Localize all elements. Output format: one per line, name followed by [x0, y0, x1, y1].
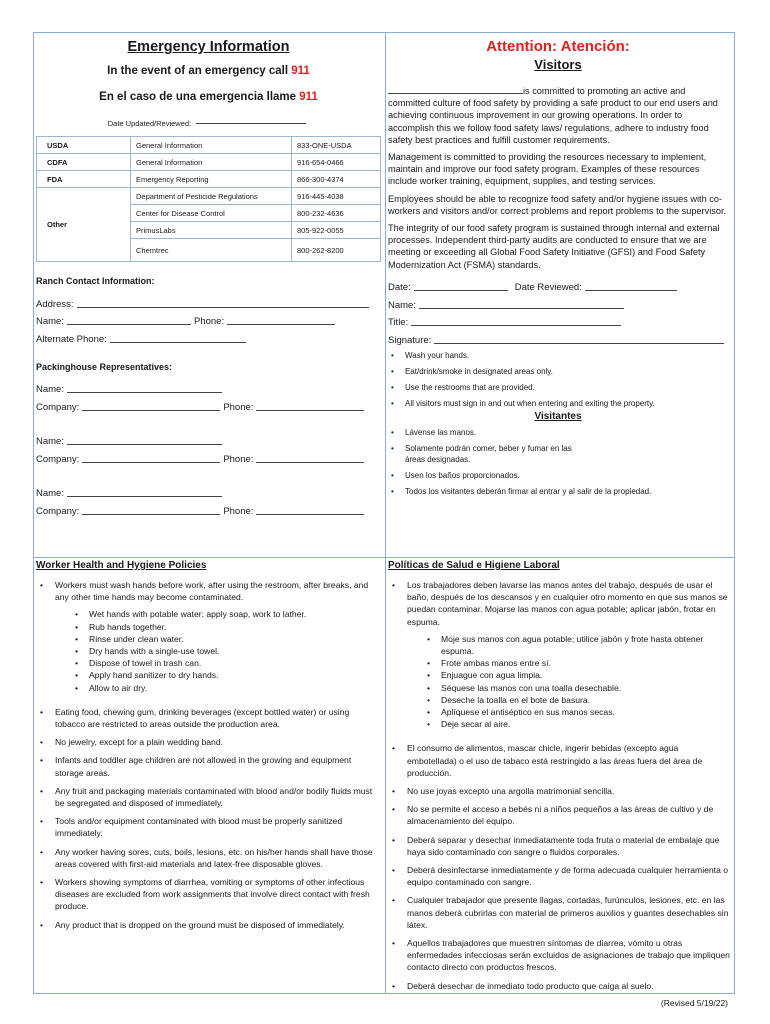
list-item: • Infants and toddler age children are not allowed in the growing and equipment storage areas.	[36, 754, 381, 778]
desc-cell: Department of Pesticide Regulations	[131, 188, 292, 205]
rep-phone-label: Phone:	[223, 453, 254, 465]
list-item: • Solamente podrán comer, beber y fumar en las áreas designadas.	[388, 443, 728, 465]
list-item: • Allow to air dry.	[55, 682, 381, 694]
ranch-name-field[interactable]	[67, 315, 191, 325]
employees-paragraph: Employees should be able to recognize food safety and/or hygiene issues with co-workers and visitors and/or correct problems and report problems to the supervisor.	[388, 193, 727, 216]
ranch-alt-phone-label: Alternate Phone:	[36, 333, 107, 345]
list-item	[388, 579, 730, 736]
ranch-address-row	[36, 292, 381, 310]
list-item: • Séquese las manos con una toalla desechable.	[407, 682, 730, 694]
revised-date: (Revised 5/19/22)	[660, 997, 728, 1008]
integrity-paragraph: The integrity of our food safety program is sustained through internal and external processes. Independent third-party audits are conducted to ensure that we are meeting or exceeding all Global Food Safety Initiative (GFSI) and Food Safety Modernization Act (FSMA) standards.	[388, 223, 720, 270]
list-item: • No use joyas excepto una argolla matrimonial sencilla.	[388, 785, 730, 797]
desc-cell: Center for Disease Control	[131, 205, 292, 222]
rep3-company-row	[36, 499, 381, 517]
rep2-name-field[interactable]	[67, 435, 222, 445]
list-item: • Deberá desechar de inmediato todo producto que caiga al suelo.	[388, 980, 730, 992]
hygiene-en-list	[36, 579, 381, 931]
rep3-name-row	[36, 482, 381, 500]
list-item: • Cualquier trabajador que presente llagas, cortadas, furúnculos, lesiones, etc. en las manos deberá cubrirlas con material de primeros auxilios y guantes desechables sin látex.	[388, 894, 730, 931]
packinghouse-heading: Packinghouse Representatives:	[36, 361, 173, 372]
desc-cell: General Information	[131, 137, 292, 154]
visitor-title-label: Title:	[388, 317, 409, 329]
rep-name-label: Name:	[36, 384, 64, 395]
company-name-field[interactable]	[388, 84, 523, 94]
rep-name-label: Name:	[36, 488, 64, 499]
visitor-title-row	[388, 311, 728, 329]
ranch-phone-label: Phone:	[193, 316, 225, 327]
list-item: • Deberá desinfectarse inmediatamente y de forma adecuada cualquier herramienta o equipo contaminado con sangre.	[388, 864, 730, 888]
phone-cell: 833-ONE-USDA	[292, 137, 381, 154]
ranch-address-field[interactable]	[77, 298, 369, 308]
rep1-name-row	[36, 378, 381, 396]
list-item: • El consumo de alimentos, mascar chicle, ingerir bebidas (excepto agua embotellada) o el uso de tabaco está restringido a las áreas fuera del área de producción.	[388, 742, 730, 779]
phone-cell: 916-654-0466	[292, 154, 381, 171]
rep3-name-field[interactable]	[67, 487, 222, 497]
list-item: • Use the restrooms that are provided.	[388, 382, 728, 393]
hygiene-en-first: Workers must wash hands before work, after using the restroom, after breaks, and any other time hands may become contaminated.	[55, 580, 369, 603]
list-item: • Moje sus manos con agua potable; utilice jabón y frote hasta obtener espuma.	[407, 633, 730, 657]
ranch-name-row	[36, 310, 381, 328]
visitor-signature-field[interactable]	[434, 334, 724, 344]
hygiene-es-section	[388, 560, 730, 1008]
ranch-phone-field[interactable]	[227, 315, 335, 325]
visitor-rules-es	[388, 427, 728, 497]
agency-cell: FDA	[37, 171, 131, 188]
list-item: • Apply hand sanitizer to dry hands.	[55, 669, 381, 681]
emergency-line-es	[36, 91, 381, 103]
emergency-title: Emergency Information	[127, 39, 290, 55]
management-paragraph: Management is committed to providing the resources necessary to implement, maintain and improve our food safety program. Examples of these resources include worker training, equipment, supplies, and testing services.	[388, 152, 707, 187]
list-item: • Wet hands with potable water; apply soap, work to lather.	[55, 608, 381, 620]
agency-cell: CDFA	[37, 154, 131, 171]
rep-phone-label: Phone:	[223, 505, 254, 517]
table-row	[37, 137, 381, 154]
visitor-date-reviewed-field[interactable]	[585, 281, 677, 291]
list-item: • Any product that is dropped on the ground must be disposed of immediately.	[36, 919, 381, 931]
hygiene-en-title: Worker Health and Hygiene Policies	[36, 560, 207, 571]
table-row	[37, 188, 381, 205]
visitor-date-field[interactable]	[414, 281, 508, 291]
visitor-title-field[interactable]	[411, 316, 621, 326]
emergency-section	[36, 36, 381, 517]
rep1-phone-field[interactable]	[256, 401, 364, 411]
list-item: • Wash your hands.	[388, 350, 728, 361]
visitor-signature-row	[388, 328, 728, 346]
rep1-name-field[interactable]	[67, 383, 222, 393]
emergency-line-es-text: En el caso de una emergencia llame	[99, 91, 297, 103]
desc-cell: Chemtrec	[131, 239, 292, 262]
rep2-company-row	[36, 447, 381, 465]
list-item: • Workers showing symptoms of diarrhea, vomiting or symptoms of other infectious diseases are excluded from work assignments that involve direct contact with fresh produce.	[36, 876, 381, 913]
phone-cell: 805-922-0055	[292, 222, 381, 239]
ranch-name-label: Name:	[36, 316, 64, 327]
visitor-signature-label: Signature:	[388, 334, 432, 346]
visitor-name-field[interactable]	[419, 299, 624, 309]
visitor-name-row	[388, 293, 728, 311]
desc-cell: Emergency Reporting	[131, 171, 292, 188]
ranch-alt-phone-row	[36, 327, 381, 345]
table-row	[37, 171, 381, 188]
list-item: • Enjuague con agua limpia.	[407, 669, 730, 681]
agency-cell-other: Other	[37, 188, 131, 262]
list-item: • Deseche la toalla en el bote de basura.	[407, 694, 730, 706]
date-updated-label: Date Updated/Reviewed:	[107, 119, 192, 128]
handwash-steps-en	[55, 608, 381, 693]
list-item: • Any fruit and packaging materials contaminated with blood and/or bodily fluids must be segregated and disposed of immediately.	[36, 785, 381, 809]
list-item: • No jewelry, except for a plain wedding band.	[36, 736, 381, 748]
phone-cell: 916-445-4038	[292, 188, 381, 205]
visitor-date-label: Date:	[388, 282, 411, 294]
list-item: • Todos los visitantes deberán firmar al entrar y al salir de la propiedad.	[388, 486, 728, 497]
column-divider	[385, 32, 386, 994]
desc-cell: General Information	[131, 154, 292, 171]
hygiene-es-list	[388, 579, 730, 992]
visitor-date-reviewed-label: Date Reviewed:	[514, 282, 582, 294]
date-updated	[36, 117, 381, 128]
rep2-name-row	[36, 430, 381, 448]
visitor-name-label: Name:	[388, 299, 416, 311]
emergency-line-en-text: In the event of an emergency call	[107, 65, 289, 77]
list-item: • Aplíquese el antiséptico en sus manos secas.	[407, 706, 730, 718]
list-item: • Dispose of towel in trash can.	[55, 657, 381, 669]
commitment-text: is committed to promoting an active and committed culture of food safety by providing a safe product to our end users and achieving continuous improvement in our growing operations. In order to accomplish this we follow food safety laws/ regulations, adhere to industry food safety best practices and fulfill customer requirements.	[388, 86, 718, 145]
phone-cell: 800-232-4636	[292, 205, 381, 222]
attention-title: Attention: Atención:	[486, 38, 630, 55]
rep-company-label: Company:	[36, 401, 80, 413]
ranch-heading: Ranch Contact Information:	[36, 276, 155, 286]
ranch-alt-phone-field[interactable]	[110, 333, 246, 343]
rep2-company-field[interactable]	[82, 453, 220, 463]
list-item: • Dry hands with a single-use towel.	[55, 645, 381, 657]
emergency-line-en	[36, 65, 381, 77]
rep-name-label: Name:	[36, 436, 64, 447]
desc-cell: PrimusLabs	[131, 222, 292, 239]
list-item: • Any worker having sores, cuts, boils, lesions, etc. on his/her hands shall have those areas covered with first-aid materials and latex-free disposable gloves.	[36, 846, 381, 870]
visitantes-title: Visitantes	[534, 410, 582, 422]
list-item	[36, 579, 381, 700]
list-item: • Aquellos trabajadores que muestren síntomas de diarrea, vómito u otras enfermedades infecciosas serán excluidos de asignaciones de trabajo que impliquen contacto directo con productos frescos.	[388, 937, 730, 974]
hygiene-en-section	[36, 560, 381, 937]
list-item: • No se permite el acceso a bebés ni a niños pequeños a las áreas de cultivo y de almacenamiento del equipo.	[388, 803, 730, 827]
emergency-number-en: 911	[291, 65, 310, 77]
list-item: • Usen los baños proporcionados.	[388, 470, 728, 481]
list-item: • Eat/drink/smoke in designated areas only.	[388, 366, 728, 377]
hygiene-es-first: Los trabajadores deben lavarse las manos antes del trabajo, después de usar el baño, después de los descansos y en cualquier otro momento en que sus manos se puedan contaminar. Mojarse las manos con agua potable; aplicar jabón, frotar en espuma.	[407, 580, 728, 627]
list-item: • All visitors must sign in and out when entering and exiting the property.	[388, 398, 728, 409]
phone-cell: 800-262-8200	[292, 239, 381, 262]
ranch-address-label: Address:	[36, 298, 74, 310]
rep-phone-label: Phone:	[223, 401, 254, 413]
rep-company-label: Company:	[36, 505, 80, 517]
rep3-phone-field[interactable]	[256, 505, 364, 515]
list-item: • Deje secar al aire.	[407, 718, 730, 730]
hygiene-es-title: Políticas de Salud e Higiene Laboral	[388, 560, 560, 571]
handwash-steps-es	[407, 633, 730, 731]
rep2-phone-field[interactable]	[256, 453, 364, 463]
list-item: • Tools and/or equipment contaminated with blood must be properly sanitized immediately.	[36, 815, 381, 839]
emergency-number-es: 911	[299, 91, 318, 103]
list-item: • Frote ambas manos entre sí.	[407, 657, 730, 669]
phone-cell: 866-300-4374	[292, 171, 381, 188]
visitors-section	[388, 36, 728, 497]
list-item: • Rinse under clean water.	[55, 633, 381, 645]
visitor-rules-en	[388, 350, 728, 409]
list-item: • Lávense las manos.	[388, 427, 728, 438]
visitors-title: Visitors	[534, 57, 582, 72]
list-item: • Deberá separar y desechar inmediatamente toda fruta o material de embalaje que haya sido contaminado con sangre o fluidos corporales.	[388, 834, 730, 858]
list-item: • Rub hands together.	[55, 621, 381, 633]
visitor-date-row	[388, 276, 728, 294]
rep1-company-row	[36, 395, 381, 413]
rep3-company-field[interactable]	[82, 505, 220, 515]
contacts-table	[36, 136, 381, 262]
table-row	[37, 154, 381, 171]
rep-company-label: Company:	[36, 453, 80, 465]
agency-cell: USDA	[37, 137, 131, 154]
commitment-paragraph	[388, 84, 728, 146]
date-updated-field[interactable]	[196, 117, 306, 124]
list-item: • Eating food, chewing gum, drinking beverages (except bottled water) or using tobacco are restricted to areas outside the production area.	[36, 706, 381, 730]
section-divider	[33, 557, 735, 558]
rep1-company-field[interactable]	[82, 401, 220, 411]
